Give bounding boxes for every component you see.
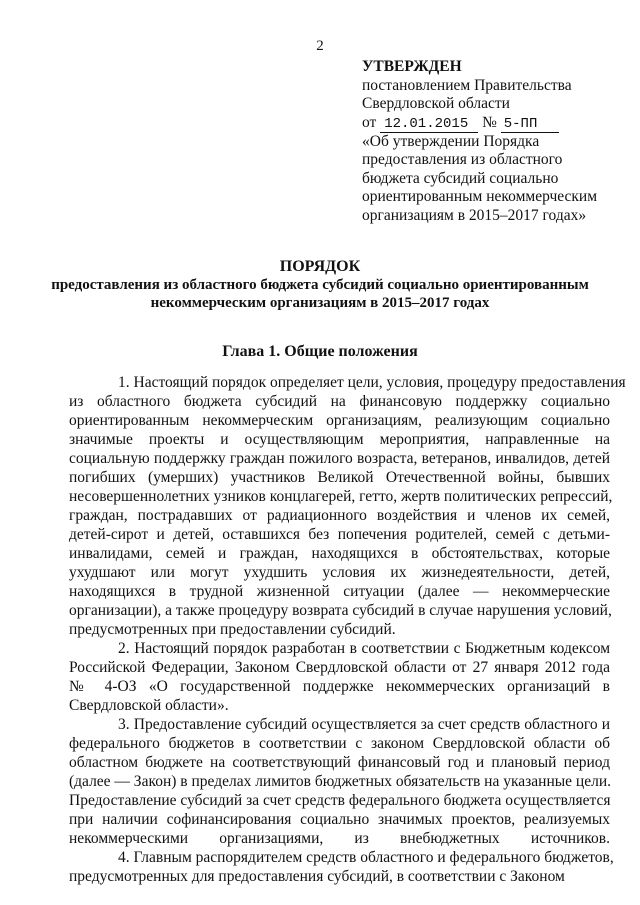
- body-line: 2. Настоящий порядок разработан в соответствии с Бюджетным кодексом: [118, 640, 610, 657]
- body-line: ухудшают или могут ухудшить условия их жизнедеятельности, детей,: [69, 564, 610, 581]
- approval-heading: УТВЕРЖДЕН: [362, 58, 462, 75]
- number-value: 5-ПП: [501, 117, 559, 133]
- body-line: федерального бюджетов в соответствии с законом Свердловской области об: [69, 735, 610, 752]
- body-line: Свердловской области».: [69, 697, 229, 714]
- body-line: ориентированным некоммерческим организациям, реализующим социально: [69, 412, 610, 429]
- approval-ref-line: предоставления из областного: [362, 151, 563, 168]
- document-subtitle: [50, 276, 590, 312]
- chapter-heading: Глава 1. Общие положения: [222, 343, 418, 360]
- body-line: инвалидами, семей и граждан, находящихся в обстоятельствах, которые: [69, 545, 610, 562]
- approval-ref-line: организациям в 2015–2017 годах»: [362, 206, 587, 224]
- body-line: (далее — Закон) в пределах лимитов бюджетных обязательств на указанные цели.: [69, 773, 612, 790]
- body-line: детей-сирот и детей, оставшихся без попечения родителей, семей с детьми-: [69, 526, 610, 543]
- body-line: некоммерческими организациями, из внебюджетных источников.: [69, 830, 610, 847]
- body-text: [69, 373, 626, 886]
- document-title: ПОРЯДОК: [279, 258, 361, 275]
- subtitle-line: некоммерческим организациям в 2015–2017 годах: [150, 295, 490, 311]
- body-line: Российской Федерации, Законом Свердловской области от 27 января 2012 года: [69, 659, 610, 676]
- body-line: граждан, пострадавших от радиационного воздействия и членов их семей,: [69, 507, 610, 524]
- approval-date-line: [362, 114, 622, 133]
- body-line: 1. Настоящий порядок определяет цели, условия, процедуру предоставления: [118, 374, 626, 391]
- body-line: Предоставление субсидий за счет средств федерального бюджета осуществляется: [69, 792, 611, 809]
- body-line: № 4-ОЗ «О государственной поддержке некоммерческих организаций в: [69, 678, 610, 695]
- body-line: из областного бюджета субсидий на финансовую поддержку социально: [69, 393, 610, 410]
- body-line: несовершеннолетних узников концлагерей, гетто, жертв политических репрессий,: [69, 488, 613, 505]
- body-line: 4. Главным распорядителем средств областного и федерального бюджетов,: [118, 849, 614, 866]
- approval-line: постановлением Правительства: [362, 76, 572, 94]
- approval-block: [362, 58, 622, 225]
- body-line: 3. Предоставление субсидий осуществляется за счет средств областного и: [118, 716, 610, 733]
- body-line: предусмотренных при предоставлении субсидий.: [69, 621, 396, 638]
- approval-ref-line: ориентированным некоммерческим: [362, 188, 598, 205]
- page-number: 2: [316, 38, 324, 54]
- body-line: организации), а также процедуру возврата субсидий в случае нарушения условий,: [69, 602, 612, 619]
- body-line: социальную поддержку граждан пожилого возраста, ветеранов, инвалидов, детей: [69, 450, 610, 467]
- approval-ref-line: бюджета субсидий социально: [362, 169, 559, 187]
- subtitle-line: предоставления из областного бюджета субсидий социально ориентированным: [51, 277, 589, 293]
- body-line: предусмотренных для предоставления субсидий, в соответствии с Законом: [69, 868, 565, 885]
- number-prefix: №: [482, 113, 497, 131]
- body-line: при наличии софинансирования социально значимых проектов, реализуемых: [69, 811, 610, 828]
- approval-ref-line: «Об утверждении Порядка: [362, 132, 540, 150]
- body-line: погибших (умерших) участников Великой Отечественной войны, бывших: [69, 469, 610, 486]
- body-line: значимые проекты и осуществляющим мероприятия, направленные на: [69, 431, 610, 448]
- body-line: находящихся в трудной жизненной ситуации (далее — некоммерческие: [69, 583, 610, 600]
- approval-line: Свердловской области: [362, 95, 510, 112]
- date-prefix: от: [362, 113, 377, 131]
- body-line: областном бюджете на соответствующий финансовый год и плановый период: [69, 754, 610, 771]
- date-value: 12.01.2015: [380, 117, 478, 133]
